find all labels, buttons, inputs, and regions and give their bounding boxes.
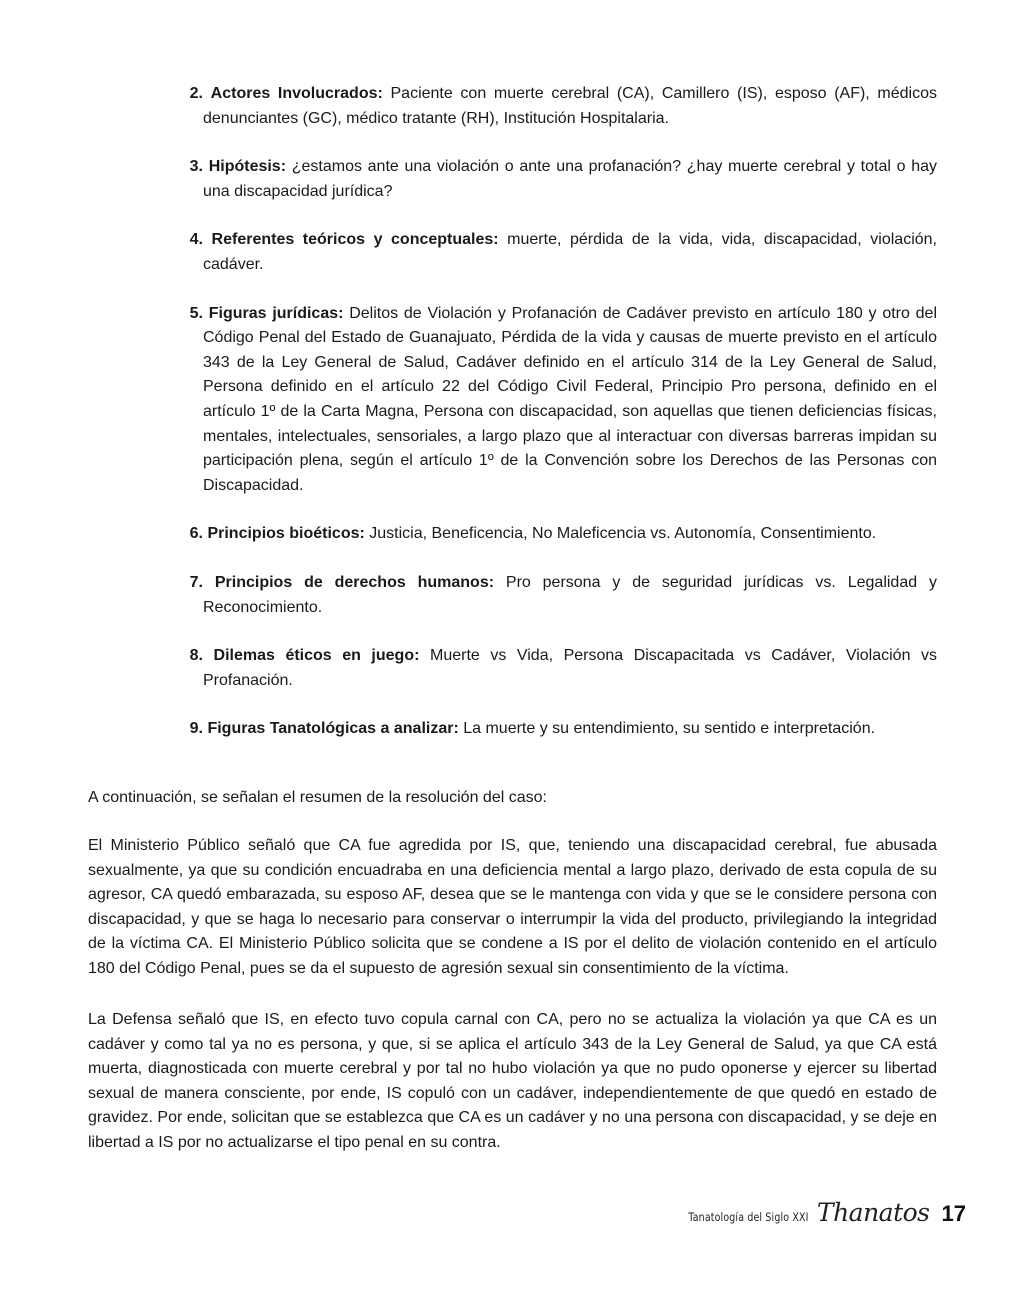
list-item [178,571,937,620]
list-item [178,717,937,742]
item-text: muerte, pérdida de la vida, vida, discapacidad, violación, cadáver. [203,231,937,273]
item-text: Justicia, Beneficencia, No Maleficencia vs. Autonomía, Consentimiento. [369,525,877,543]
item-text: ¿estamos ante una violación o ante una profanación? ¿hay muerte cerebral y total o hay una discapacidad jurídica? [203,158,937,200]
page-number: 17 [941,1201,966,1226]
item-label: Principios de derechos humanos: [214,573,495,591]
list-item [178,644,937,693]
item-label: Principios bioéticos: [207,525,365,543]
list-item [178,302,937,499]
journal-tagline: Tanatología del Siglo XXI [688,1210,809,1224]
item-label: Hipótesis: [208,158,287,176]
item-number: 9. [189,720,203,738]
item-label: Actores Involucrados: [210,85,383,102]
item-number: 2. [189,85,203,102]
item-text: Muerte vs Vida, Persona Discapacitada vs Cadáver, Violación vs Profanación. [203,647,938,689]
list-item [178,522,937,547]
item-label: Figuras jurídicas: [208,304,344,322]
journal-logo: Thanatos [816,1198,930,1227]
item-number: 5. [189,304,203,322]
intro-paragraph: A continuación, se señalan el resumen de la resolución del caso: [88,789,547,806]
item-label: Referentes teóricos y conceptuales: [211,231,499,249]
item-text: Paciente con muerte cerebral (CA), Camillero (IS), esposo (AF), médicos denunciantes (GC), médico tratante (RH), Institución Hospitalaria. [203,85,937,127]
item-text: Pro persona y de seguridad jurídicas vs. Legalidad y Reconocimiento. [203,573,937,616]
item-number: 8. [189,647,203,665]
page-footer [662,1198,966,1227]
item-text: Delitos de Violación y Profanación de Cadáver previsto en artículo 180 y otro del Código Penal del Estado de Guanajuato, Pérdida de la vida y causas de muerte previsto en el artículo 343 de la Ley General de Salud, Cadáver definido en el artículo 314 de la Ley General de Salud, Persona definido en el artículo 22 del Código Civil Federal, Principio Pro persona, definido en el artículo 1º de la Carta Magna, Persona con discapacidad, son aquellas que tienen deficiencias físicas, mentales, intelectuales, sensoriales, a largo plazo que al interactuar con diversas barreras impidan su participación plena, según el artículo 1º de la Convención sobre los Derechos de las Personas con Discapacidad. [203,304,937,494]
item-number: 7. [189,573,203,591]
item-number: 6. [189,525,203,543]
item-label: Dilemas éticos en juego: [213,647,420,665]
defensa-paragraph: La Defensa señaló que IS, en efecto tuvo copula carnal con CA, pero no se actualiza la violación ya que CA es un cadáver y como tal ya no es persona, y que, si se aplica el artículo 343 de la Ley General de Salud, ya que CA está muerta, diagnosticada con muerte cerebral y por tal no hubo violación ya que no pudo oponerse y ejercer su libertad sexual de manera consciente, por ende, IS copuló con un cadáver, independientemente de que quedó en estado de gravidez. Por ende, solicitan que se establezca que CA es un cadáver y no una persona con discapacidad, y se deje en libertad a IS por no actualizarse el tipo penal en su contra. [88,1011,937,1151]
list-item [178,82,937,131]
item-text: La muerte y su entendimiento, su sentido e interpretación. [463,720,876,738]
list-item [178,155,937,204]
ministerio-paragraph: El Ministerio Público señaló que CA fue agredida por IS, que, teniendo una discapacidad cerebral, fue abusada sexualmente, ya que su condición encuadraba en una deficiencia mental a largo plazo, derivado de esta copula de su agresor, CA quedó embarazada, su esposo AF, desea que se le mantenga con vida y que se le considere persona con discapacidad, y que se haga lo necesario para conservar o interrumpir la vida del producto, privilegiando la integridad de la víctima CA. El Ministerio Público solicita que se condene a IS por el delito de violación contenido en el artículo 180 del Código Penal, pues se da el supuesto de agresión sexual sin consentimiento de la víctima. [88,837,937,977]
list-item [178,228,937,277]
item-label: Figuras Tanatológicas a analizar: [207,720,459,738]
item-number: 3. [189,158,203,176]
item-number: 4. [189,231,203,249]
case-analysis-list [178,82,937,766]
